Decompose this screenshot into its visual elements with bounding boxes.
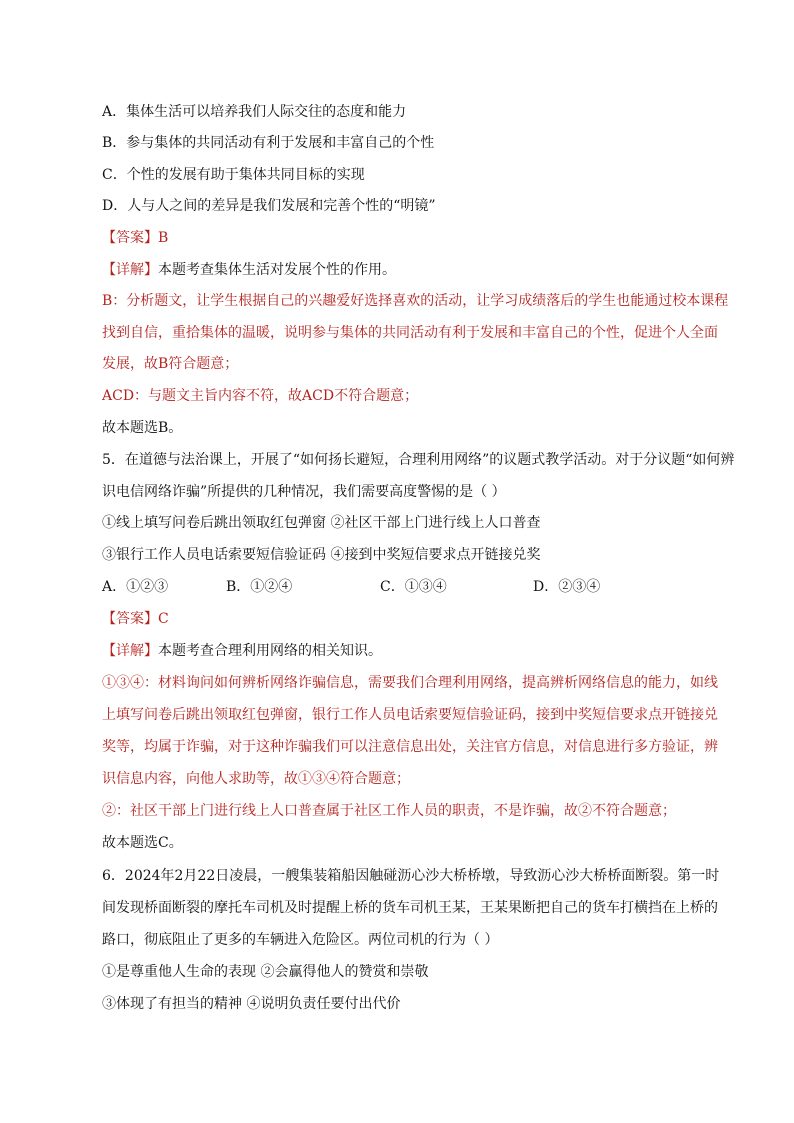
answer-tag: 【答案】 (102, 230, 158, 246)
q5-choices (102, 577, 662, 597)
q5-conclusion: 故本题选C。 (102, 835, 183, 851)
detail-tag: 【详解】 (102, 262, 158, 278)
q5-choice-d: D．②③④ (533, 579, 601, 595)
q5-items-line: ③银行工作人员电话索要短信验证码 ④接到中奖短信要求点开链接兑奖 (102, 547, 541, 563)
q5-choice-b: B．①②④ (226, 579, 293, 595)
q5-analysis-line: 识信息内容，向他人求助等，故①③④符合题意； (102, 771, 410, 787)
q4-option-b: B．参与集体的共同活动有利于发展和丰富自己的个性 (102, 135, 435, 151)
q6-stem-line: 间发现桥面断裂的摩托车司机及时提醒上桥的货车司机王某，王某果断把自己的货车打横挡在上桥的 (102, 900, 718, 916)
detail-intro: 本题考查合理利用网络的相关知识。 (158, 643, 382, 659)
q5-stem-line: 5．在道德与法治课上，开展了“如何扬长避短，合理利用网络”的议题式教学活动。对于分议题“如何辨 (102, 452, 735, 468)
q4-analysis-line: 发展，故B符合题意； (102, 356, 239, 372)
q4-option-c: C．个性的发展有助于集体共同目标的实现 (102, 167, 365, 183)
q4-conclusion: 故本题选B。 (102, 420, 183, 436)
q6-items-line: ①是尊重他人生命的表现 ②会赢得他人的赞赏和崇敬 (102, 964, 429, 980)
answer-value: C (158, 611, 169, 627)
q4-answer-line (102, 228, 168, 248)
q5-stem-line: 识电信网络诈骗”所提供的几种情况，我们需要高度警惕的是（ ） (102, 484, 506, 500)
q5-analysis-line: 奖等，均属于诈骗，对于这种诈骗我们可以注意信息出处，关注官方信息，对信息进行多方验证，辨 (102, 739, 718, 755)
q5-analysis-line: ②：社区干部上门进行线上人口普查属于社区工作人员的职责，不是诈骗，故②不符合题意； (102, 803, 676, 819)
q5-detail-line (102, 641, 382, 661)
q6-stem-line: 路口，彻底阻止了更多的车辆进入危险区。两位司机的行为（ ） (102, 932, 499, 948)
q4-option-d: D．人与人之间的差异是我们发展和完善个性的“明镜” (102, 198, 436, 214)
q5-answer-line (102, 609, 169, 629)
q5-choice-a: A．①②③ (102, 579, 169, 595)
answer-tag: 【答案】 (102, 611, 158, 627)
q5-analysis-line: 上填写问卷后跳出领取红包弹窗，银行工作人员电话索要短信验证码，接到中奖短信要求点开链接兑 (102, 707, 718, 723)
q6-items-line: ③体现了有担当的精神 ④说明负责任要付出代价 (102, 996, 401, 1012)
q4-analysis-line: ACD：与题文主旨内容不符，故ACD不符合题意； (102, 388, 419, 404)
q4-analysis-line: B：分析题文，让学生根据自己的兴趣爱好选择喜欢的活动，让学习成绩落后的学生也能通过校本课程 (102, 293, 729, 309)
q4-option-a: A．集体生活可以培养我们人际交往的态度和能力 (102, 104, 407, 120)
q6-stem-line: 6．2024年2月22日凌晨，一艘集装箱船因触碰沥心沙大桥桥墩，导致沥心沙大桥桥面断裂。第一时 (102, 868, 720, 884)
q5-items-line: ①线上填写问卷后跳出领取红包弹窗 ②社区干部上门进行线上人口普查 (102, 515, 541, 531)
detail-tag: 【详解】 (102, 643, 158, 659)
q5-analysis-line: ①③④：材料询问如何辨析网络诈骗信息，需要我们合理利用网络，提高辨析网络信息的能力，如线 (102, 675, 718, 691)
answer-value: B (158, 230, 169, 246)
detail-intro: 本题考查集体生活对发展个性的作用。 (158, 262, 396, 278)
q5-choice-c: C．①③④ (380, 579, 447, 595)
q4-detail-line (102, 260, 396, 280)
q4-analysis-line: 找到自信，重拾集体的温暖，说明参与集体的共同活动有利于发展和丰富自己的个性，促进个人全面 (102, 325, 718, 341)
